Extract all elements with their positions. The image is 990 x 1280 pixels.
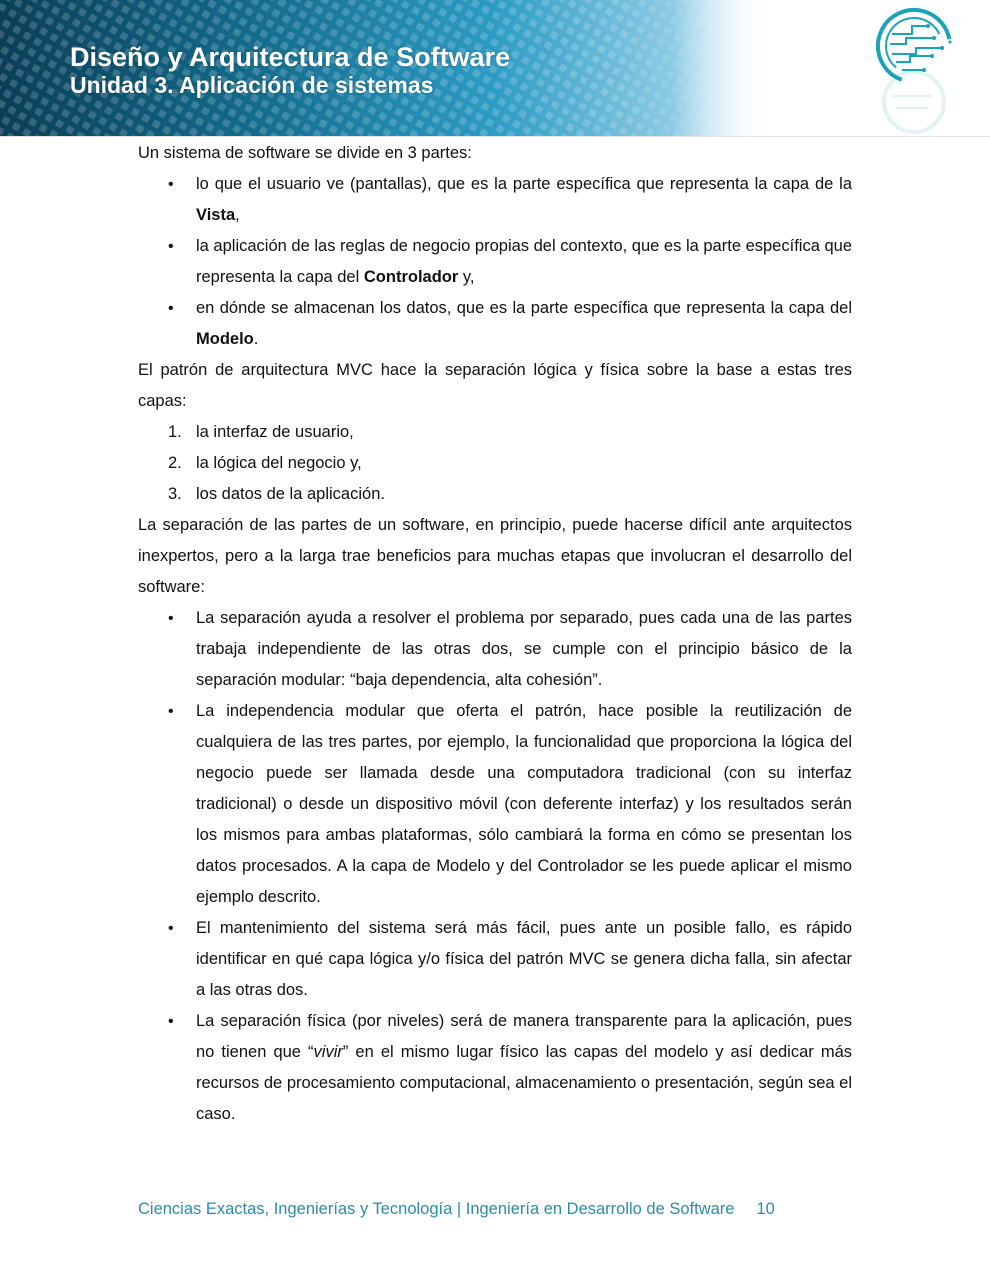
list-number: 2. <box>168 454 182 472</box>
list-item <box>138 169 852 231</box>
list-item-text: La separación física (por niveles) será de manera transparente para la aplicación, pues no tienen que “ <box>196 1012 852 1061</box>
header-title: Diseño y Arquitectura de Software <box>70 42 511 72</box>
document-header <box>0 0 990 137</box>
page-number: 10 <box>756 1200 775 1218</box>
bold-term: Controlador <box>363 268 459 286</box>
benefits-list <box>138 603 852 1130</box>
list-item-text: los datos de la aplicación. <box>196 485 385 503</box>
list-item-text: la lógica del negocio y, <box>196 454 362 472</box>
bold-term: Vista <box>196 206 236 224</box>
bullet-marker: • <box>168 238 174 255</box>
bullet-marker: • <box>168 610 174 627</box>
list-item-text: El mantenimiento del sistema será más fácil, pues ante un posible fallo, es rápido identificar en qué capa lógica y/o física del patrón MVC se genera dicha falla, sin afectar a las otras dos. <box>196 919 852 999</box>
list-item <box>138 696 852 913</box>
system-parts-list <box>138 169 852 355</box>
bullet-marker: • <box>168 300 174 317</box>
separation-paragraph: La separación de las partes de un software, en principio, puede hacerse difícil ante arquitectos inexpertos, pero a la larga trae beneficios para muchas etapas que involucran el desarrollo del software: <box>138 516 852 596</box>
bullet-marker: • <box>168 1013 174 1030</box>
list-item-text: lo que el usuario ve (pantallas), que es la parte específica que representa la capa de la <box>196 175 852 193</box>
list-number: 1. <box>168 423 182 441</box>
list-item-text: . <box>253 330 259 348</box>
list-item <box>138 417 852 448</box>
list-item-text: La separación ayuda a resolver el problema por separado, pues cada una de las partes trabaja independiente de las otras dos, se cumple con el principio básico de la separación modular: “baja dependencia, alta cohesión”. <box>196 609 852 689</box>
list-item <box>138 913 852 1006</box>
mvc-paragraph: El patrón de arquitectura MVC hace la separación lógica y física sobre la base a estas tres capas: <box>138 361 852 410</box>
italic-term: vivir <box>313 1043 343 1061</box>
bullet-marker: • <box>168 176 174 193</box>
document-footer <box>138 1200 775 1219</box>
university-logo-icon <box>872 4 962 134</box>
list-item <box>138 603 852 696</box>
header-subtitle: Unidad 3. Aplicación de sistemas <box>70 72 434 98</box>
list-item <box>138 1006 852 1130</box>
footer-text: Ciencias Exactas, Ingenierías y Tecnología | Ingeniería en Desarrollo de Software <box>138 1200 735 1218</box>
bullet-marker: • <box>168 920 174 937</box>
list-item-text: la interfaz de usuario, <box>196 423 354 441</box>
list-number: 3. <box>168 485 182 503</box>
list-item-text: la aplicación de las reglas de negocio propias del contexto, que es la parte específica que representa la capa del <box>196 237 852 286</box>
list-item <box>138 293 852 355</box>
list-item <box>138 448 852 479</box>
layers-list <box>138 417 852 510</box>
bullet-marker: • <box>168 703 174 720</box>
document-body <box>138 138 852 1130</box>
list-item <box>138 231 852 293</box>
list-item-text: ” en el mismo lugar físico las capas del modelo y así dedicar más recursos de procesamiento computacional, almacenamiento o presentación, según sea el caso. <box>196 1043 852 1123</box>
bold-term: Modelo <box>196 330 254 348</box>
list-item-text: y, <box>458 268 475 286</box>
list-item-text: , <box>235 206 240 224</box>
list-item <box>138 479 852 510</box>
intro-paragraph: Un sistema de software se divide en 3 partes: <box>138 144 472 162</box>
list-item-text: La independencia modular que oferta el patrón, hace posible la reutilización de cualquiera de las tres partes, por ejemplo, la funcionalidad que proporciona la lógica del negocio puede ser llamada desde una computadora tradicional (con su interfaz tradicional) o desde un dispositivo móvil (con deferente interfaz) y los resultados serán los mismos para ambas plataformas, sólo cambiará la forma en cómo se presentan los datos procesados. A la capa de Modelo y del Controlador se les puede aplicar el mismo ejemplo descrito. <box>196 702 852 906</box>
list-item-text: en dónde se almacenan los datos, que es la parte específica que representa la capa del <box>196 299 852 317</box>
